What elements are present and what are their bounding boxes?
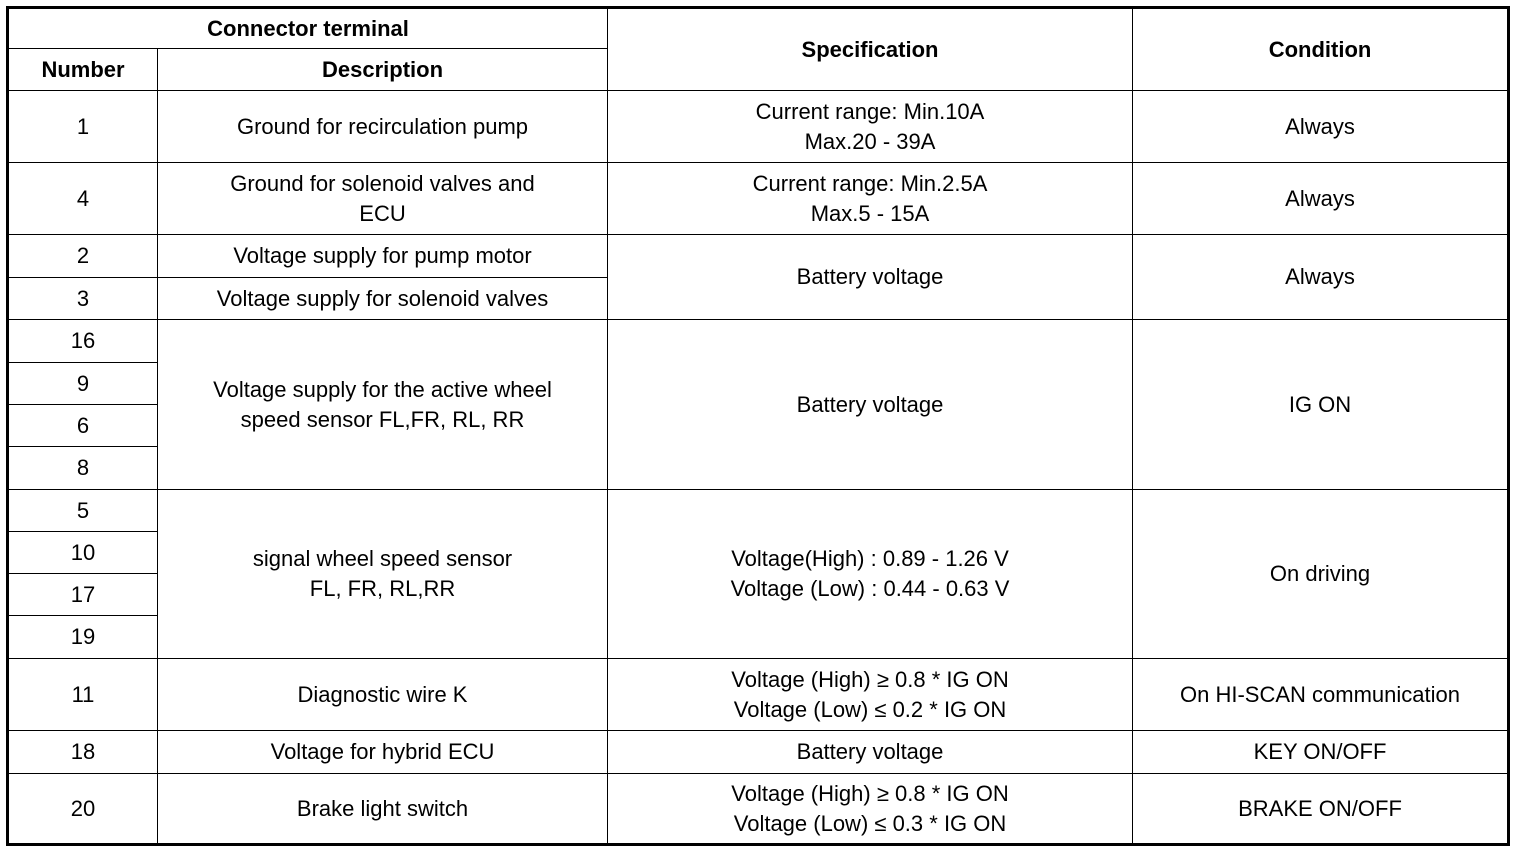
terminal-condition: Always: [1133, 163, 1509, 235]
specification-header: Specification: [608, 8, 1133, 91]
terminal-number: 4: [8, 163, 158, 235]
spec-line: Max.20 - 39A: [804, 128, 936, 154]
terminal-description: Brake light switch: [158, 774, 608, 845]
description-line: speed sensor FL,FR, RL, RR: [240, 406, 525, 432]
terminal-specification: [608, 659, 1133, 731]
terminal-specification: [608, 490, 1133, 659]
table-row: [8, 774, 1509, 845]
terminal-description: Voltage supply for pump motor: [158, 235, 608, 278]
terminal-condition: BRAKE ON/OFF: [1133, 774, 1509, 845]
terminal-number: 18: [8, 731, 158, 774]
terminal-description: Voltage supply for solenoid valves: [158, 278, 608, 320]
terminal-number: 16: [8, 320, 158, 363]
terminal-specification: Battery voltage: [608, 320, 1133, 490]
terminal-specification: Battery voltage: [608, 731, 1133, 774]
terminal-description: [158, 490, 608, 659]
terminal-description: Voltage for hybrid ECU: [158, 731, 608, 774]
spec-line: Voltage (High) ≥ 0.8 * IG ON: [731, 666, 1009, 692]
terminal-condition: Always: [1133, 235, 1509, 320]
header-row: [8, 8, 1509, 49]
terminal-number: 6: [8, 405, 158, 447]
connector-terminal-header: Connector terminal: [8, 8, 608, 49]
table-row: [8, 731, 1509, 774]
terminal-number: 5: [8, 490, 158, 532]
terminal-description: Diagnostic wire K: [158, 659, 608, 731]
description-line: ECU: [359, 200, 406, 226]
terminal-number: 10: [8, 532, 158, 574]
terminal-description: [158, 163, 608, 235]
spec-line: Max.5 - 15A: [810, 200, 930, 226]
table-row: [8, 320, 1509, 363]
terminal-specification: Battery voltage: [608, 235, 1133, 320]
terminal-description: Ground for recirculation pump: [158, 91, 608, 163]
terminal-number: 1: [8, 91, 158, 163]
terminal-description: [158, 320, 608, 490]
spec-line: Current range: Min.10A: [755, 98, 985, 124]
terminal-specification: [608, 91, 1133, 163]
terminal-number: 9: [8, 363, 158, 405]
terminal-specification: [608, 163, 1133, 235]
spec-line: Voltage (Low) ≤ 0.2 * IG ON: [733, 696, 1007, 722]
table-row: [8, 490, 1509, 532]
spec-line: Current range: Min.2.5A: [752, 170, 988, 196]
connector-terminal-table: [6, 6, 1510, 846]
terminal-condition: IG ON: [1133, 320, 1509, 490]
terminal-number: 11: [8, 659, 158, 731]
table-row: [8, 235, 1509, 278]
terminal-number: 19: [8, 616, 158, 659]
terminal-condition: On HI-SCAN communication: [1133, 659, 1509, 731]
table-row: [8, 91, 1509, 163]
spec-line: Voltage (Low) ≤ 0.3 * IG ON: [733, 810, 1007, 836]
terminal-number: 3: [8, 278, 158, 320]
terminal-number: 8: [8, 447, 158, 490]
description-line: Voltage supply for the active wheel: [213, 376, 552, 402]
terminal-number: 2: [8, 235, 158, 278]
number-header: Number: [8, 49, 158, 91]
terminal-number: 20: [8, 774, 158, 845]
table-row: [8, 163, 1509, 235]
condition-header: Condition: [1133, 8, 1509, 91]
spec-line: Voltage(High) : 0.89 - 1.26 V: [731, 546, 1009, 571]
description-line: signal wheel speed sensor: [252, 546, 513, 571]
terminal-condition: Always: [1133, 91, 1509, 163]
spec-line: Voltage (Low) : 0.44 - 0.63 V: [730, 576, 1010, 601]
description-header: Description: [158, 49, 608, 91]
spec-line: Voltage (High) ≥ 0.8 * IG ON: [731, 780, 1009, 806]
description-line: Ground for solenoid valves and: [230, 170, 535, 196]
terminal-condition: On driving: [1133, 490, 1509, 659]
terminal-condition: KEY ON/OFF: [1133, 731, 1509, 774]
terminal-specification: [608, 774, 1133, 845]
table-row: [8, 659, 1509, 731]
terminal-number: 17: [8, 574, 158, 616]
description-line: FL, FR, RL,RR: [309, 576, 456, 601]
